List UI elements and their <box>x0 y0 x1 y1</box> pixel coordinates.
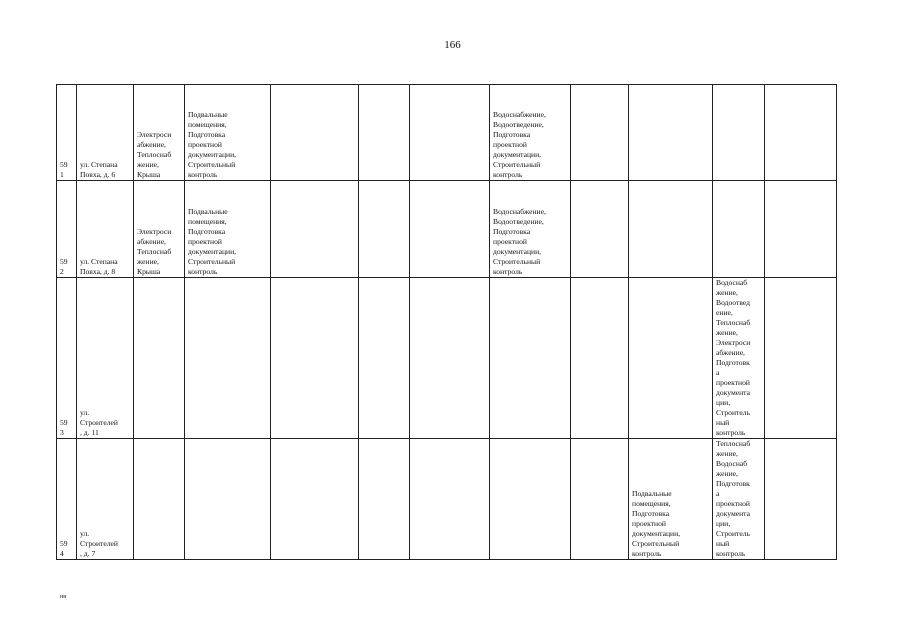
footer-mark: нн <box>60 594 67 600</box>
table-cell <box>134 278 185 439</box>
table-cell <box>629 181 713 278</box>
table-row <box>57 439 837 560</box>
table-row <box>57 181 837 278</box>
table-cell <box>271 181 359 278</box>
table-cell <box>359 439 410 560</box>
page-number: 166 <box>444 39 461 51</box>
table-cell <box>271 85 359 181</box>
table-cell <box>713 85 765 181</box>
table-cell <box>185 278 271 439</box>
table-cell <box>490 439 571 560</box>
table-cell <box>359 85 410 181</box>
table-cell <box>629 278 713 439</box>
table-cell <box>359 181 410 278</box>
table-cell: Водоснабжение, Водоотведение, Подготовка проектной документации, Строительный контроль <box>490 181 571 278</box>
table-cell: Теплоснаб жение, Водоснаб жение, Подготовк а проектной документа ции, Строитель ный контроль <box>713 439 765 560</box>
table-cell: Подвальные помещения, Подготовка проектной документации, Строительный контроль <box>185 85 271 181</box>
table-cell: Подвальные помещения, Подготовка проектной документации, Строительный контроль <box>185 181 271 278</box>
table-cell: Водоснаб жение, Водоотвед ение, Теплоснаб жение, Электроси абжение, Подготовк а проектной документа ции, Строитель ный контроль <box>713 278 765 439</box>
table-cell <box>713 181 765 278</box>
table-cell <box>765 85 837 181</box>
table-cell <box>185 439 271 560</box>
table-cell <box>410 278 490 439</box>
table-cell: Электроси абжение, Теплоснаб жение, Крыша <box>134 181 185 278</box>
table-row <box>57 278 837 439</box>
table-cell <box>410 181 490 278</box>
table-cell <box>765 181 837 278</box>
table-cell <box>271 278 359 439</box>
table-cell <box>765 278 837 439</box>
table-cell <box>359 278 410 439</box>
row-number: 59 2 <box>57 181 77 278</box>
table-cell <box>490 278 571 439</box>
repair-schedule-table <box>56 84 837 560</box>
table-cell <box>271 439 359 560</box>
row-number: 59 1 <box>57 85 77 181</box>
table-cell <box>629 85 713 181</box>
address-cell: ул. Степана Повха, д. 8 <box>77 181 134 278</box>
table-cell: Подвальные помещения, Подготовка проектной документации, Строительный контроль <box>629 439 713 560</box>
address-cell: ул. Степана Повха, д. 6 <box>77 85 134 181</box>
table-row <box>57 85 837 181</box>
table-cell <box>410 85 490 181</box>
table-cell <box>571 85 629 181</box>
address-cell: ул. Строителей , д. 7 <box>77 439 134 560</box>
table-cell <box>571 439 629 560</box>
table-cell <box>134 439 185 560</box>
table-cell <box>571 181 629 278</box>
table-cell <box>410 439 490 560</box>
table-cell <box>765 439 837 560</box>
table-cell: Водоснабжение, Водоотведение, Подготовка проектной документации, Строительный контроль <box>490 85 571 181</box>
row-number: 59 3 <box>57 278 77 439</box>
table-cell: Электроси абжение, Теплоснаб жение, Крыша <box>134 85 185 181</box>
address-cell: ул. Строителей , д. 11 <box>77 278 134 439</box>
row-number: 59 4 <box>57 439 77 560</box>
table-cell <box>571 278 629 439</box>
